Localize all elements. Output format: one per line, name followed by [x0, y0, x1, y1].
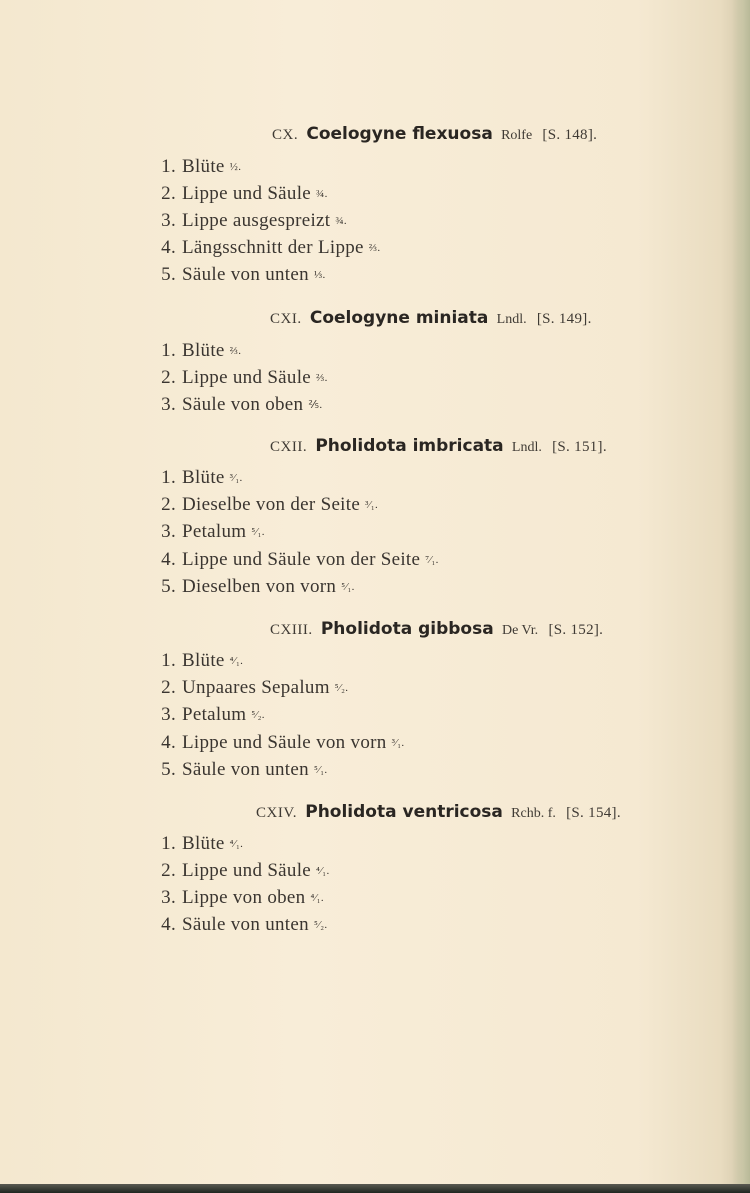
item-text: Lippe und Säule	[182, 860, 312, 881]
item-number: 3.	[161, 887, 176, 908]
item-number: 4.	[161, 549, 176, 570]
list-item	[150, 576, 355, 598]
page-reference: [S. 149].	[536, 311, 592, 327]
item-number: 1.	[161, 467, 176, 488]
list-item	[150, 732, 404, 754]
item-text: Blüte	[182, 650, 225, 671]
item-scale: ⁵⁄₂.	[334, 682, 349, 694]
item-scale: ⁵⁄₁.	[341, 581, 355, 593]
plate-number: CX.	[272, 127, 299, 143]
list-item	[150, 467, 243, 489]
list-item	[150, 494, 378, 516]
item-text: Säule von oben	[182, 394, 304, 415]
section-heading	[270, 619, 603, 639]
page-reference: [S. 152].	[548, 622, 604, 638]
list-item	[150, 887, 324, 909]
item-number: 4.	[161, 237, 176, 258]
plate-number: CXIII.	[270, 622, 313, 638]
item-number: 5.	[161, 576, 176, 597]
section-heading	[256, 802, 621, 822]
item-number: 3.	[161, 521, 176, 542]
item-number: 5.	[161, 759, 176, 780]
item-text: Unpaares Sepalum	[182, 677, 330, 698]
item-text: Lippe und Säule von vorn	[182, 732, 387, 753]
item-text: Lippe und Säule von der Seite	[182, 549, 421, 570]
item-scale: ³⁄₁.	[391, 737, 405, 749]
list-item	[150, 394, 322, 416]
item-scale: ¾.	[316, 188, 328, 200]
item-number: 1.	[161, 833, 176, 854]
list-item	[150, 367, 328, 389]
plate-number: CXII.	[270, 439, 308, 455]
list-item	[150, 650, 243, 672]
item-number: 1.	[161, 340, 176, 361]
scan-bottom-border	[0, 1184, 750, 1193]
species-name: Pholidota gibbosa	[320, 619, 494, 639]
item-scale: ⅖.	[308, 399, 323, 411]
section-heading	[270, 436, 607, 456]
page-reference: [S. 148].	[542, 127, 598, 143]
item-text: Säule von unten	[182, 264, 309, 285]
item-number: 2.	[161, 494, 176, 515]
item-scale: ⁵⁄₂.	[313, 919, 328, 931]
author-name: Rolfe	[501, 128, 533, 143]
species-name: Coelogyne flexuosa	[306, 124, 493, 144]
item-scale: ⁴⁄₁.	[229, 838, 244, 850]
item-scale: ⅓.	[313, 269, 326, 281]
item-number: 2.	[161, 677, 176, 698]
list-item	[150, 677, 348, 699]
item-scale: ⁷⁄₁.	[425, 554, 439, 566]
item-scale: ⁴⁄₁.	[310, 892, 324, 904]
item-number: 3.	[161, 210, 176, 231]
item-scale: ³⁄₁.	[229, 472, 243, 484]
list-item	[150, 549, 439, 571]
list-item	[150, 704, 265, 726]
item-text: Blüte	[182, 467, 225, 488]
author-name: De Vr.	[501, 623, 539, 638]
item-scale: ⁴⁄₁.	[229, 655, 244, 667]
item-number: 3.	[161, 704, 176, 725]
list-item	[150, 264, 326, 286]
item-text: Petalum	[182, 704, 247, 725]
species-name: Coelogyne miniata	[309, 308, 489, 328]
item-text: Petalum	[182, 521, 247, 542]
author-name: Lndl.	[511, 440, 542, 455]
page-reference: [S. 151].	[552, 439, 607, 455]
list-item	[150, 860, 330, 882]
page-reference: [S. 154].	[566, 805, 621, 821]
item-text: Dieselben von vorn	[182, 576, 337, 597]
item-text: Dieselbe von der Seite	[182, 494, 361, 515]
item-scale: ⅔.	[316, 372, 328, 384]
item-scale: ⁴⁄₁.	[316, 865, 330, 877]
item-text: Längsschnitt der Lippe	[182, 237, 364, 258]
item-number: 5.	[161, 264, 176, 285]
item-text: Lippe und Säule	[182, 367, 312, 388]
list-item	[150, 183, 328, 205]
item-number: 4.	[161, 914, 176, 935]
item-text: Säule von unten	[182, 759, 309, 780]
item-number: 3.	[161, 394, 176, 415]
section-heading	[270, 308, 592, 328]
item-text: Blüte	[182, 833, 225, 854]
item-text: Lippe ausgespreizt	[182, 210, 331, 231]
item-scale: ⁵⁄₁.	[251, 526, 265, 538]
item-number: 2.	[161, 183, 176, 204]
list-item	[150, 156, 241, 178]
list-item	[150, 521, 265, 543]
list-item	[150, 340, 241, 362]
item-scale: ⁵⁄₁.	[313, 764, 328, 776]
section-heading	[272, 124, 597, 144]
list-item	[150, 210, 347, 232]
item-number: 1.	[161, 156, 176, 177]
item-number: 4.	[161, 732, 176, 753]
list-item	[150, 759, 327, 781]
item-text: Blüte	[182, 340, 225, 361]
item-text: Lippe von oben	[182, 887, 306, 908]
list-item	[150, 237, 380, 259]
item-scale: ⅔.	[229, 345, 242, 357]
plate-number: CXIV.	[256, 805, 297, 821]
item-number: 2.	[161, 367, 176, 388]
item-number: 2.	[161, 860, 176, 881]
item-scale: ⅔.	[368, 242, 381, 254]
plate-number: CXI.	[270, 311, 302, 327]
author-name: Rchb. f.	[511, 806, 556, 821]
species-name: Pholidota ventricosa	[305, 802, 503, 822]
item-text: Lippe und Säule	[182, 183, 312, 204]
item-text: Blüte	[182, 156, 225, 177]
item-number: 1.	[161, 650, 176, 671]
page-edge-shadow	[732, 0, 750, 1193]
item-scale: ³⁄₁.	[365, 499, 378, 511]
species-name: Pholidota imbricata	[315, 436, 504, 456]
item-text: Säule von unten	[182, 914, 309, 935]
item-scale: ¾.	[335, 215, 347, 227]
author-name: Lndl.	[496, 312, 527, 327]
item-scale: ⁵⁄₂.	[251, 709, 265, 721]
list-item	[150, 914, 327, 936]
item-scale: ½.	[229, 161, 242, 173]
list-item	[150, 833, 243, 855]
